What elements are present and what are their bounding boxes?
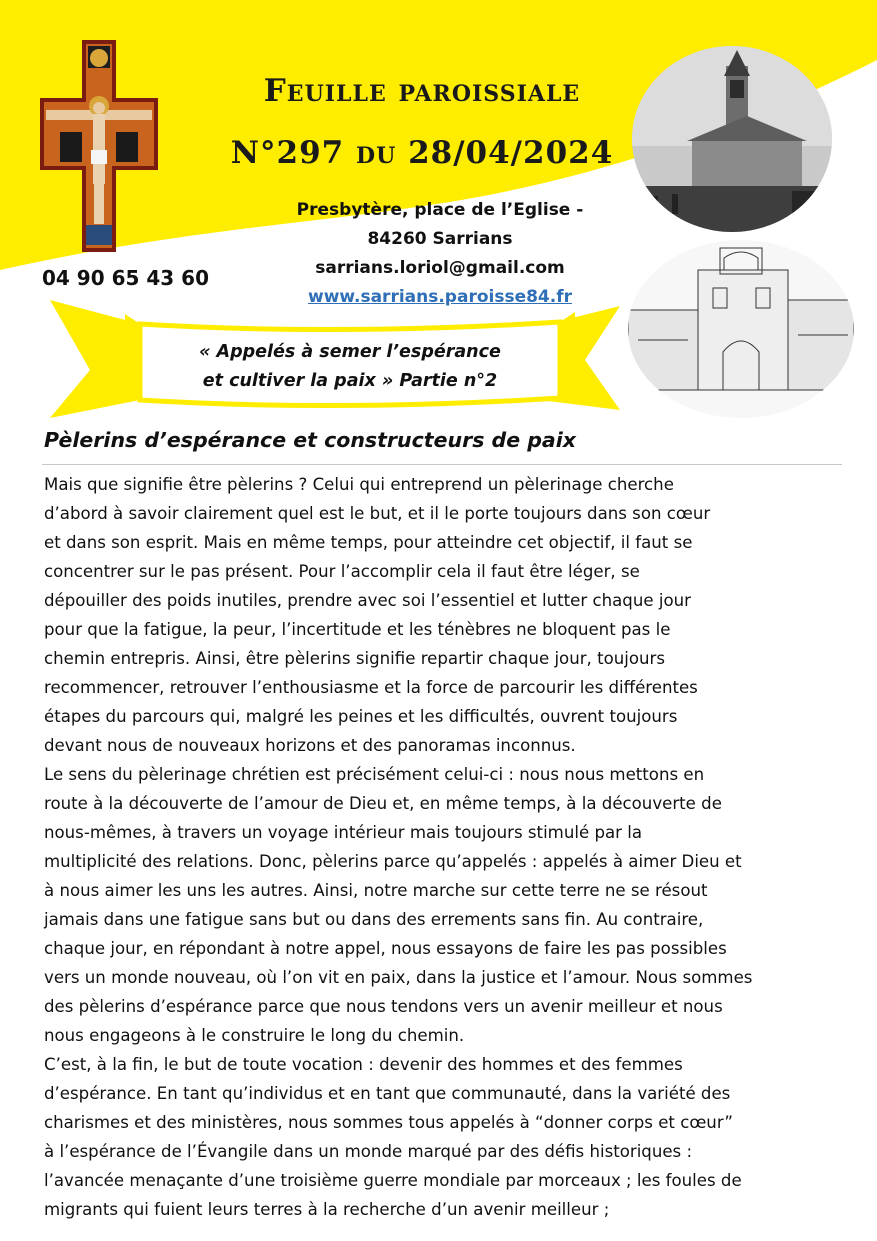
body-line: pour que la fatigue, la peur, l’incertitude et les ténèbres ne bloquent pas le xyxy=(44,620,671,639)
theme-line-2: et cultiver la paix » Partie n°2 xyxy=(202,371,498,391)
title-line-1: Feuille paroissiale xyxy=(263,73,581,109)
body-line: nous-mêmes, à travers un voyage intérieur mais toujours stimulé par la xyxy=(44,823,643,842)
body-line: d’espérance. En tant qu’individus et en tant que communauté, dans la variété des xyxy=(44,1084,731,1103)
theme-text xyxy=(150,338,550,396)
body-line: jamais dans une fatigue sans but ou dans des errements sans fin. Au contraire, xyxy=(44,910,704,929)
body-line: concentrer sur le pas présent. Pour l’accomplir cela il faut être léger, se xyxy=(44,562,640,581)
address-line-1: Presbytère, place de l’Eglise - xyxy=(296,200,584,220)
article-body xyxy=(44,470,844,1224)
headline-divider xyxy=(42,464,842,465)
phone-number: 04 90 65 43 60 xyxy=(42,266,210,290)
body-line: route à la découverte de l’amour de Dieu et, en même temps, à la découverte de xyxy=(44,794,722,813)
body-line: chemin entrepris. Ainsi, être pèlerins signifie repartir chaque jour, toujours xyxy=(44,649,666,668)
body-line: recommencer, retrouver l’enthousiasme et la force de parcourir les différentes xyxy=(44,678,698,697)
body-line: dépouiller des poids inutiles, prendre avec soi l’essentiel et lutter chaque jour xyxy=(44,591,691,610)
website-link[interactable]: www.sarrians.paroisse84.fr xyxy=(307,287,572,307)
body-line: l’avancée menaçante d’une troisième guerre mondiale par morceaux ; les foules de xyxy=(44,1171,742,1190)
san-damiano-cross-image xyxy=(40,40,158,252)
body-line: C’est, à la fin, le but de toute vocation : devenir des hommes et des femmes xyxy=(44,1055,683,1074)
body-line: vers un monde nouveau, où l’on vit en paix, dans la justice et l’amour. Nous sommes xyxy=(44,968,753,987)
body-line: migrants qui fuient leurs terres à la recherche d’un avenir meilleur ; xyxy=(44,1200,610,1219)
church-photo xyxy=(632,46,832,232)
body-line: devant nous de nouveaux horizons et des panoramas inconnus. xyxy=(44,736,576,755)
body-line: des pèlerins d’espérance parce que nous tendons vers un avenir meilleur et nous xyxy=(44,997,723,1016)
body-line: multiplicité des relations. Donc, pèlerins parce qu’appelés : appelés à aimer Dieu et xyxy=(44,852,742,871)
title-line-2: N°297 du 28/04/2024 xyxy=(230,135,614,171)
body-line: Mais que signifie être pèlerins ? Celui qui entreprend un pèlerinage cherche xyxy=(44,475,674,494)
body-line: et dans son esprit. Mais en même temps, pour atteindre cet objectif, il faut se xyxy=(44,533,693,552)
body-line: charismes et des ministères, nous sommes tous appelés à “donner corps et cœur” xyxy=(44,1113,733,1132)
article-headline: Pèlerins d’espérance et constructeurs de paix xyxy=(44,428,576,452)
church-sketch xyxy=(628,240,854,418)
theme-line-1: « Appelés à semer l’espérance xyxy=(199,342,501,362)
email-address: sarrians.loriol@gmail.com xyxy=(315,258,565,278)
body-line: à l’espérance de l’Évangile dans un monde marqué par des défis historiques : xyxy=(44,1142,693,1161)
bulletin-title xyxy=(222,60,622,184)
contact-block xyxy=(270,196,610,312)
body-line: à nous aimer les uns les autres. Ainsi, notre marche sur cette terre ne se résout xyxy=(44,881,708,900)
body-line: Le sens du pèlerinage chrétien est précisément celui-ci : nous nous mettons en xyxy=(44,765,705,784)
address-line-2: 84260 Sarrians xyxy=(367,229,513,249)
body-line: chaque jour, en répondant à notre appel, nous essayons de faire les pas possibles xyxy=(44,939,727,958)
body-line: d’abord à savoir clairement quel est le but, et il le porte toujours dans son cœur xyxy=(44,504,711,523)
body-line: nous engageons à le construire le long du chemin. xyxy=(44,1026,465,1045)
body-line: étapes du parcours qui, malgré les peines et les difficultés, ouvrent toujours xyxy=(44,707,678,726)
